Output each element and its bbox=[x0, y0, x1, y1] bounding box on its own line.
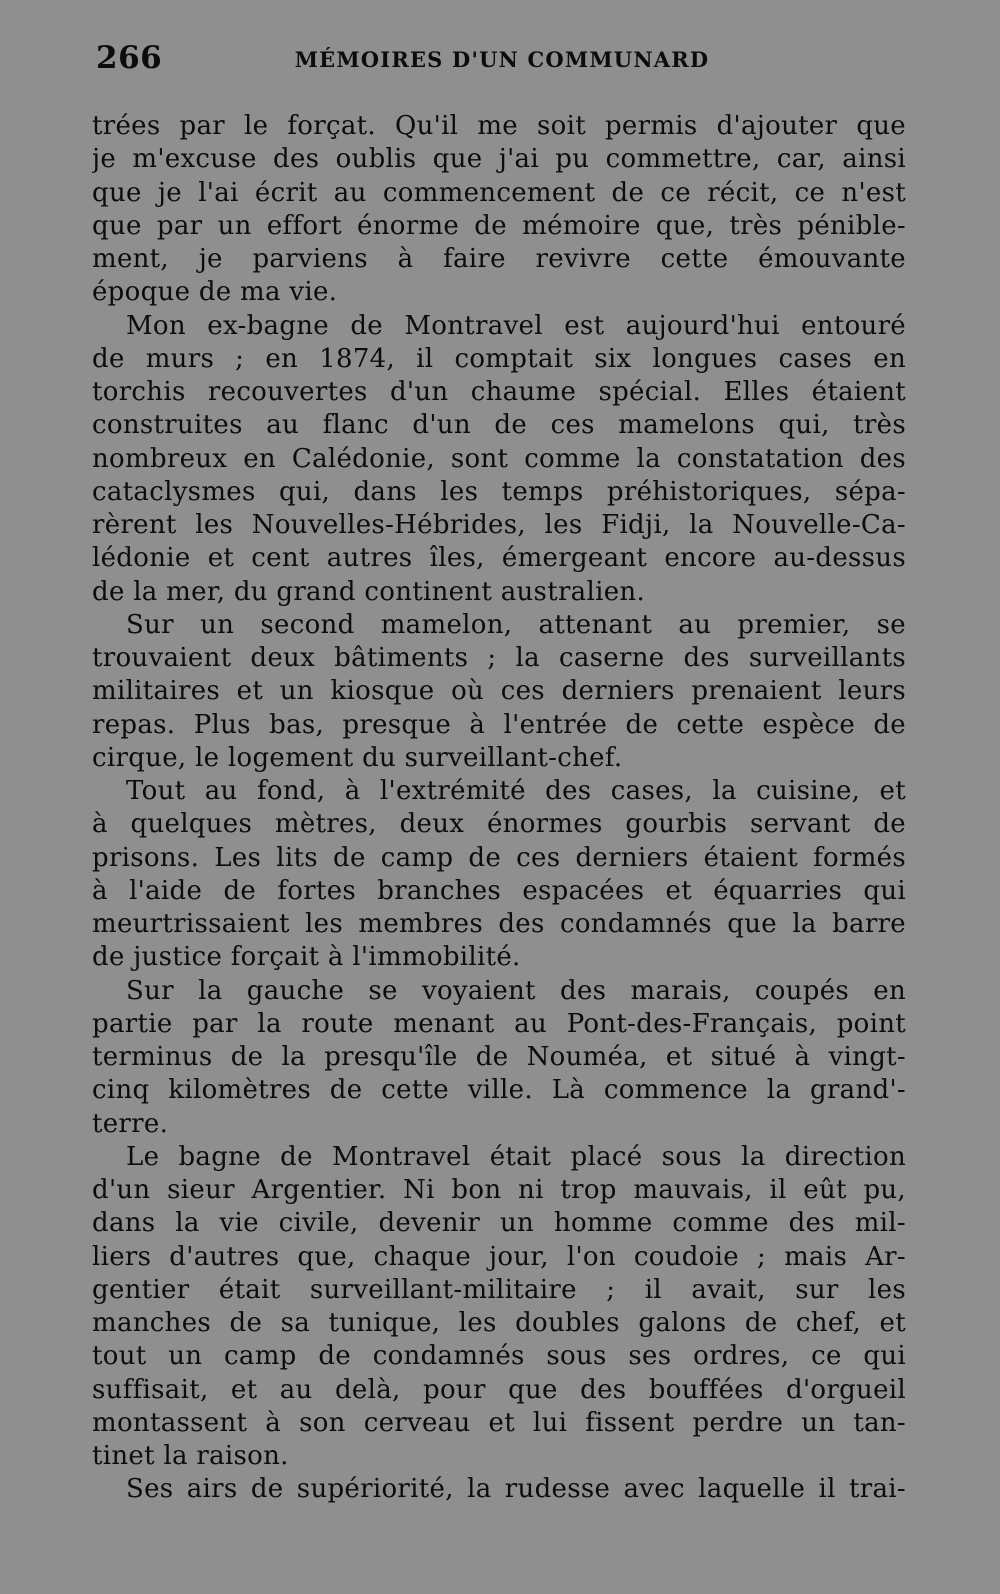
text-line: Ses airs de supériorité, la rudesse avec laquelle il trai- bbox=[126, 1474, 906, 1505]
text-line: terminus de la presqu'île de Nouméa, et situé à vingt- bbox=[92, 1042, 906, 1072]
page-header bbox=[96, 40, 908, 80]
text-line: que par un effort énorme de mémoire que, très pénible- bbox=[92, 210, 906, 241]
running-title: MÉMOIRES D'UN COMMUNARD bbox=[294, 47, 710, 72]
text-line: Sur un second mamelon, attenant au premier, se bbox=[126, 609, 906, 640]
text-line: cirque, le logement du surveillant-chef. bbox=[92, 742, 623, 773]
text-line: torchis recouvertes d'un chaume spécial. Elles étaient bbox=[92, 377, 906, 407]
text-line: ment, je parviens à faire revivre cette émouvante bbox=[92, 244, 906, 274]
text-line: manches de sa tunique, les doubles galons de chef, et bbox=[92, 1308, 906, 1338]
text-line: de la mer, du grand continent australien. bbox=[92, 576, 646, 607]
text-line: cinq kilomètres de cette ville. Là commence la grand'- bbox=[92, 1075, 906, 1106]
text-line: prisons. Les lits de camp de ces derniers étaient formés bbox=[92, 842, 906, 873]
text-line: Le bagne de Montravel était placé sous la direction bbox=[126, 1141, 906, 1172]
text-line: cataclysmes qui, dans les temps préhistoriques, sépa- bbox=[92, 476, 906, 507]
text-line: tout un camp de condamnés sous ses ordres, ce qui bbox=[92, 1341, 906, 1372]
text-line: terre. bbox=[92, 1108, 169, 1139]
text-line: trouvaient deux bâtiments ; la caserne des surveillants bbox=[92, 643, 906, 673]
text-line: Tout au fond, à l'extrémité des cases, la cuisine, et bbox=[126, 776, 906, 806]
text-line: construites au flanc d'un de ces mamelons qui, très bbox=[92, 410, 906, 441]
text-line: liers d'autres que, chaque jour, l'on coudoie ; mais Ar- bbox=[92, 1241, 906, 1272]
text-line: à l'aide de fortes branches espacées et équarries qui bbox=[92, 875, 906, 906]
text-line: partie par la route menant au Pont-des-Français, point bbox=[92, 1008, 906, 1039]
text-line: de murs ; en 1874, il comptait six longues cases en bbox=[92, 343, 906, 374]
text-line: je m'excuse des oublis que j'ai pu commettre, car, ainsi bbox=[92, 144, 906, 175]
text-line: meurtrissaient les membres des condamnés que la barre bbox=[92, 909, 906, 939]
text-line: Sur la gauche se voyaient des marais, coupés en bbox=[126, 975, 906, 1006]
text-line: rèrent les Nouvelles-Hébrides, les Fidji, la Nouvelle-Ca- bbox=[92, 510, 906, 540]
text-line: suffisait, et au delà, pour que des bouffées d'orgueil bbox=[92, 1374, 906, 1405]
text-line: époque de ma vie. bbox=[92, 277, 338, 308]
text-line: nombreux en Calédonie, sont comme la constatation des bbox=[92, 443, 906, 474]
text-line: trées par le forçat. Qu'il me soit permis d'ajouter que bbox=[92, 111, 906, 141]
page-number: 266 bbox=[96, 40, 163, 76]
text-line: d'un sieur Argentier. Ni bon ni trop mauvais, il eût pu, bbox=[92, 1175, 906, 1205]
text-line: Mon ex-bagne de Montravel est aujourd'hui entouré bbox=[126, 310, 906, 341]
text-line: dans la vie civile, devenir un homme comme des mil- bbox=[92, 1208, 906, 1239]
text-line: repas. Plus bas, presque à l'entrée de cette espèce de bbox=[92, 709, 906, 740]
text-line: gentier était surveillant-militaire ; il avait, sur les bbox=[92, 1274, 906, 1305]
text-line: montassent à son cerveau et lui fissent perdre un tan- bbox=[92, 1407, 906, 1438]
text-line: que je l'ai écrit au commencement de ce récit, ce n'est bbox=[92, 177, 906, 208]
text-line: lédonie et cent autres îles, émergeant encore au-dessus bbox=[92, 543, 906, 574]
text-line: à quelques mètres, deux énormes gourbis servant de bbox=[92, 809, 906, 840]
text-line: militaires et un kiosque où ces derniers prenaient leurs bbox=[92, 676, 906, 707]
body-text bbox=[92, 110, 906, 1550]
text-line: tinet la raison. bbox=[92, 1441, 289, 1471]
text-line: de justice forçait à l'immobilité. bbox=[92, 942, 521, 973]
